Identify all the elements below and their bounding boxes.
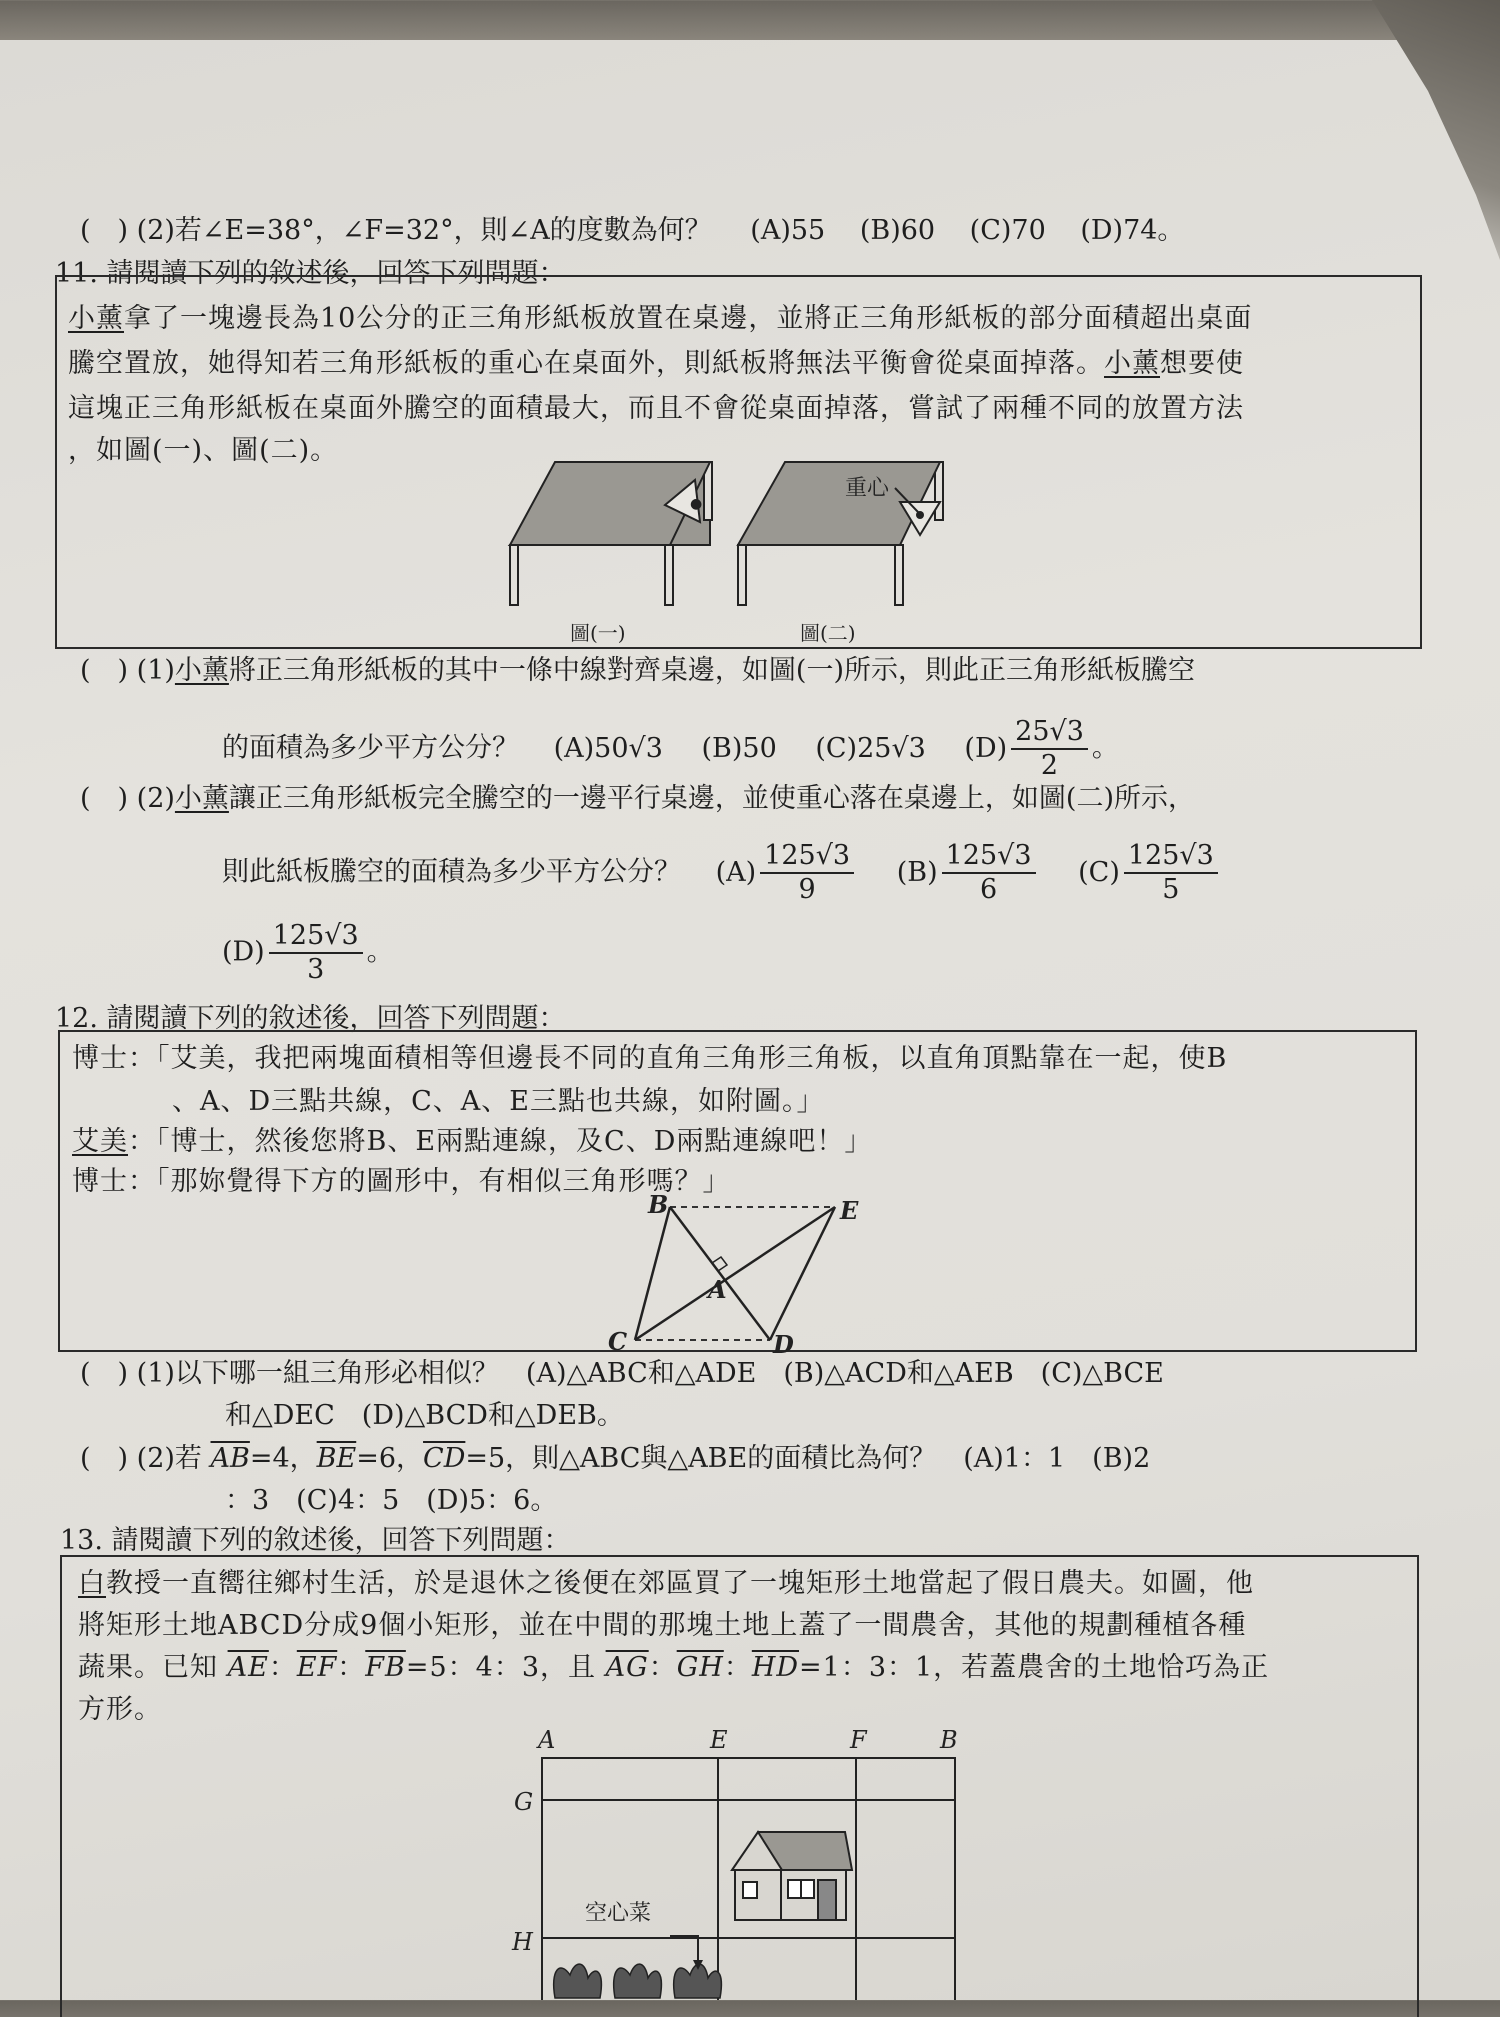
q12-figure [590, 1195, 890, 1355]
q10-stem: (2)若∠E=38°，∠F=32°，則∠A的度數為何？ [136, 215, 712, 246]
q11-sub1-opt-d: (D) [964, 732, 1008, 764]
q11-sub2-opt-a: (A) [715, 856, 757, 888]
name-xiaoxun: 小薰 [1104, 348, 1160, 379]
speaker-doctor: 博士： [72, 1043, 156, 1074]
q11-sub1 [80, 652, 1195, 690]
q11-sub2-opt-c: (C) [1078, 856, 1120, 888]
speaker-amy: 艾美 [72, 1126, 128, 1157]
dialog-text: 「博士，然後您將B、E兩點連線，及C、D兩點連線吧！」 [156, 1126, 873, 1157]
label-a: A [538, 1726, 556, 1754]
q11-figures [500, 450, 960, 650]
segment-ab: $\overline{AB}$ [210, 1443, 250, 1474]
sub-number: (1) [136, 655, 175, 686]
q13-line3: 蔬果。已知 $\overline{AE}$：$\overline{EF}$：$\overline{FB}=5$：4：3，且 $\overline{AG}$：$\overline{GH}$：$\overline{HD}=1$：3：1，若蓋農舍的土地恰巧為正 [78, 1652, 1270, 1683]
label-g: G [514, 1788, 534, 1816]
q11-passage-line1 [68, 300, 1252, 338]
fig2-caption: 圖(二) [800, 621, 856, 645]
centroid-label: 重心 [845, 476, 890, 501]
q10-option-a: (A)55 [750, 215, 826, 246]
svg-text:●: ● [690, 496, 703, 512]
q11-passage-line3: 這塊正三角形紙板在桌面外騰空的面積最大，而且不會從桌面掉落，嘗試了兩種不同的放置方法 [68, 393, 1244, 424]
q11-sub1-line2: 的面積為多少平方公分？ (A)50√3 (B)50 (C)25√3 (D) $\frac{25√3}{2}$ 。 [222, 716, 1119, 781]
fraction: $\frac{125√3}{9}$ [760, 840, 854, 906]
segment-ae: $\overline{AE}$ [227, 1652, 269, 1683]
q12-sub2-line2: ：3 (C)4：5 (D)5：6。 [225, 1485, 558, 1516]
label-f: F [850, 1726, 867, 1754]
answer-blank: ( ) [80, 1443, 129, 1474]
q12-dialog1 [72, 1040, 1227, 1078]
fig1-table [510, 462, 712, 605]
q11-sub2-opt-b: (B) [896, 856, 938, 888]
q13-line4: 方形。 [78, 1694, 162, 1725]
label-h: H [512, 1928, 533, 1956]
q12-sub1-stem: (1)以下哪一組三角形必相似？ (A)△ABC和△ADE (B)△ACD和△AEB (C)△BCE [136, 1358, 1164, 1389]
q11-passage-line4: ，如圖(一)、圖(二)。 [68, 435, 339, 466]
fraction: $\frac{125√3}{6}$ [942, 840, 1036, 906]
segment-ef: $\overline{EF}$ [296, 1652, 338, 1683]
q11-sub2-line2 [222, 840, 1222, 906]
dialog-text: 「那妳覺得下方的圖形中，有相似三角形嗎？」 [156, 1166, 731, 1197]
q12-sub2: ( ) (2)若 $\overline{AB}=4$，$\overline{BE}=6$，$\overline{CD}=5$，則△ABC與△ABE的面積比為何？ (A)1：1 (B)2 [80, 1443, 1151, 1474]
passage-text: 拿了一塊邊長為10公分的正三角形紙板放置在桌邊，並將正三角形紙板的部分面積超出桌面 [124, 303, 1253, 334]
answer-blank: ( ) [80, 783, 129, 814]
fig1-caption: 圖(一) [570, 621, 626, 645]
q11-sub2-stem: 讓正三角形紙板完全騰空的一邊平行桌邊，並使重心落在桌邊上，如圖(二)所示， [228, 783, 1195, 814]
label-d: D [773, 1330, 794, 1355]
q12-sub1 [80, 1355, 1164, 1393]
segment-be: $\overline{BE}$ [316, 1443, 357, 1474]
q11-sub2 [80, 780, 1195, 818]
passage-text: 騰空置放，她得知若三角形紙板的重心在桌面外，則紙板將無法平衡會從桌面掉落。 [68, 348, 1104, 379]
label-c: C [608, 1327, 628, 1355]
passage-text: 想要使 [1160, 348, 1244, 379]
name-bai: 白 [78, 1568, 106, 1599]
q11-sub2-opt-d: (D) [222, 936, 265, 968]
q11-passage-line2 [68, 345, 1244, 383]
q11-sub2-line3: (D) $\frac{125√3}{3}$ 。 [222, 920, 394, 985]
name-xiaoxun: 小薰 [174, 783, 229, 814]
q13-line1: 白教授一直嚮往鄉村生活，於是退休之後便在郊區買了一塊矩形土地當起了假日農夫。如圖，他 [78, 1568, 1254, 1599]
q10-option-c: (C)70 [969, 215, 1046, 246]
answer-blank: ( ) [80, 1358, 129, 1389]
q12-dialog2: 艾美：「博士，然後您將B、E兩點連線，及C、D兩點連線吧！」 [72, 1126, 873, 1157]
dialog-text: 「艾美，我把兩塊面積相等但邊長不同的直角三角形三角板，以直角頂點靠在一起，使B [156, 1043, 1228, 1074]
segment-fb: $\overline{FB}$ [365, 1652, 406, 1683]
segment-gh: $\overline{GH}$ [676, 1652, 724, 1683]
farmhouse-icon [732, 1832, 852, 1920]
q11-sub1-stem: 將正三角形紙板的其中一條中線對齊桌邊，如圖(一)所示，則此正三角形紙板騰空 [228, 655, 1195, 686]
q12-header: 12. 請閱讀下列的敘述後，回答下列問題： [55, 1003, 566, 1034]
fraction: $\frac{125√3}{5}$ [1124, 840, 1218, 906]
q13-figure [500, 1720, 990, 2000]
segment-hd: $\overline{HD}$ [751, 1652, 800, 1683]
water-spinach-icon [554, 1964, 722, 1998]
q11-sub1-opt-a: (A)50√3 [553, 732, 663, 764]
label-b: B [648, 1195, 669, 1219]
label-a: A [708, 1275, 727, 1304]
sub-number: (2) [136, 783, 175, 814]
fraction: $\frac{25√3}{2}$ [1011, 716, 1088, 782]
q11-sub1-stem2: 的面積為多少平方公分？ [222, 732, 519, 764]
label-e: E [840, 1196, 859, 1225]
q11-sub1-opt-b: (B)50 [701, 732, 777, 764]
q13-line2: 將矩形土地ABCD分成9個小矩形，並在中間的那塊土地上蓋了一間農舍，其他的規劃種植各種 [78, 1610, 1247, 1641]
q11-sub1-opt-c: (C)25√3 [815, 732, 926, 764]
q10-option-b: (B)60 [859, 215, 936, 246]
name-xiaoxun: 小薰 [174, 655, 229, 686]
q12-sub1-line2: 和△DEC (D)△BCD和△DEB。 [225, 1400, 624, 1431]
fraction: $\frac{125√3}{3}$ [269, 920, 363, 986]
vegetable-label: 空心菜 [585, 1901, 652, 1926]
segment-ag: $\overline{AG}$ [605, 1652, 649, 1683]
label-e: E [710, 1726, 728, 1754]
segment-cd: $\overline{CD}$ [423, 1443, 466, 1474]
q11-header: 11. 請閱讀下列的敘述後，回答下列問題： [55, 258, 566, 289]
name-xiaoxun: 小薰 [68, 303, 124, 334]
q13-header: 13. 請閱讀下列的敘述後，回答下列問題： [60, 1525, 571, 1556]
speaker-doctor: 博士： [72, 1166, 156, 1197]
fig2-table [738, 462, 943, 605]
answer-blank: ( ) [80, 215, 129, 246]
q10-sub2 [80, 212, 1184, 250]
q11-sub2-stem2: 則此紙板騰空的面積為多少平方公分？ [222, 856, 681, 888]
label-b: B [940, 1726, 958, 1754]
q12-dialog1-line2: 、A、D三點共線，C、A、E三點也共線，如附圖。」 [172, 1086, 825, 1117]
answer-blank: ( ) [80, 655, 129, 686]
q10-option-d: (D)74。 [1080, 215, 1185, 246]
